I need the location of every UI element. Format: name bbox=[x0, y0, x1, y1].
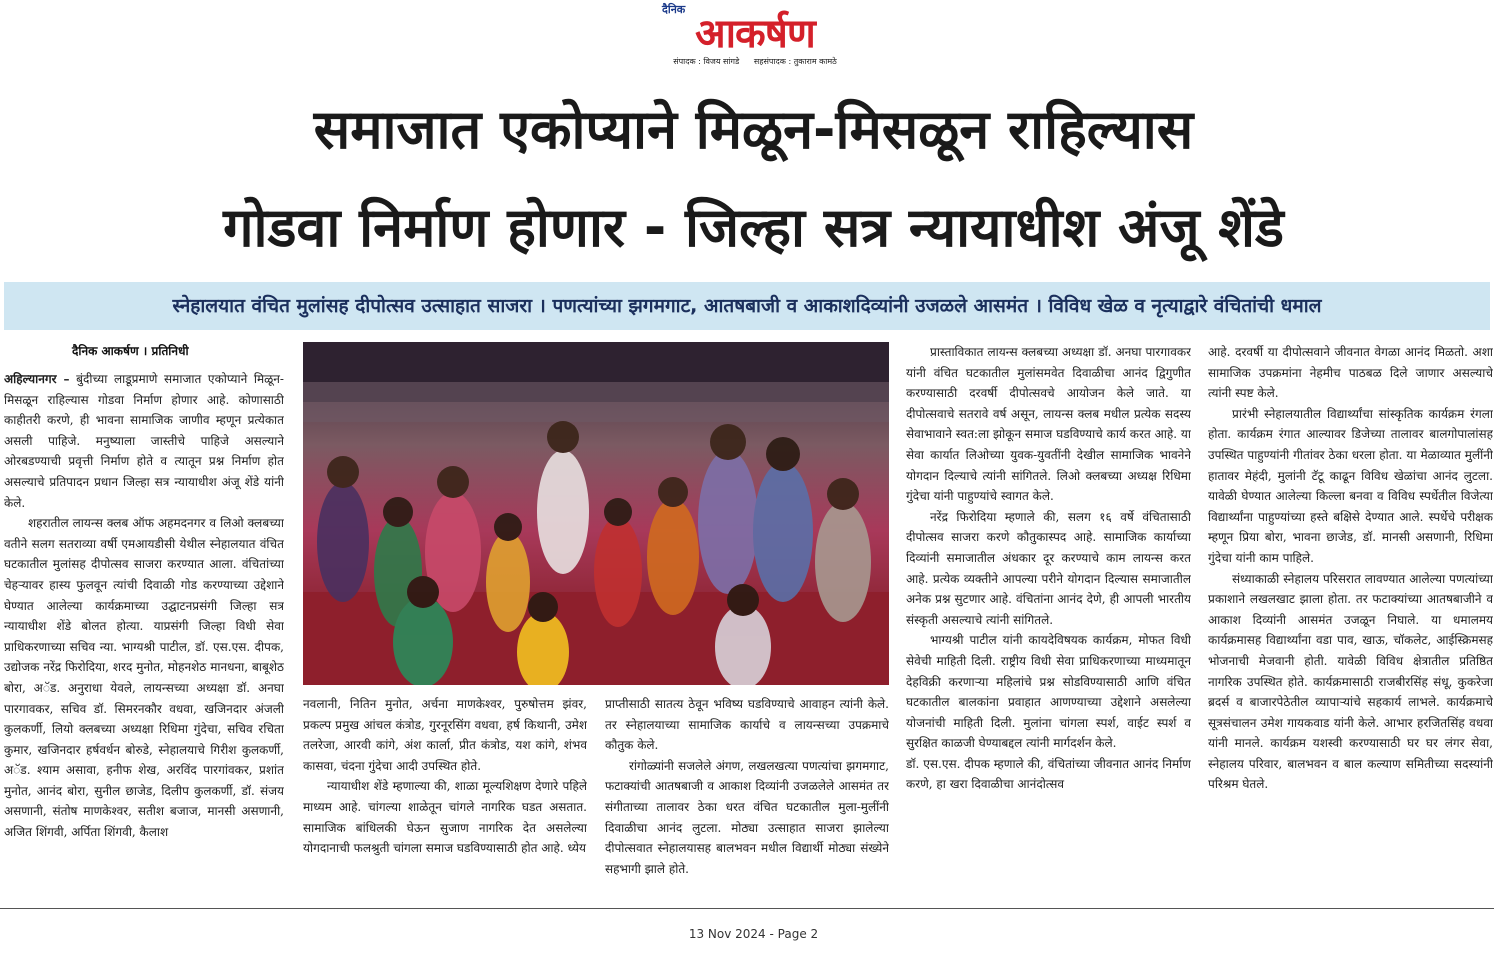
article-column-3 bbox=[605, 694, 889, 907]
article-column-2 bbox=[303, 694, 587, 907]
masthead-editors bbox=[640, 56, 870, 67]
article-paragraph: आहे. दरवर्षी या दीपोत्सवाने जीवनात वेगळा आनंद मिळतो. अशा सामाजिक उपक्रमांना नेहमीच पाठबळ दिले जाणार असल्याचे त्यांनी स्पष्ट केले. bbox=[1208, 345, 1493, 401]
dateline: अहिल्यानगर – bbox=[4, 372, 70, 386]
subheadline-bar bbox=[4, 282, 1490, 330]
article-paragraph: न्यायाधीश शेंडे म्हणाल्या की, शाळा मूल्यशिक्षण देणारे पहिले माध्यम आहे. चांगल्या शाळेतून चांगले नागरिक घडत असतात. सामाजिक बांधिलकी घेऊन सुजाण नागरिक देत असलेल्या योगदानाची फलश्रुती चांगला समाज घडविण्यासाठी होत आहे. ध्येय bbox=[303, 779, 587, 856]
article-column-4 bbox=[906, 342, 1191, 907]
co-editor-credit: सहसंपादक : तुकाराम कामठे bbox=[753, 57, 837, 66]
article-paragraph: प्राप्तीसाठी सातत्य ठेवून भविष्य घडविण्याचे आवाहन त्यांनी केले. तर स्नेहालयाच्या सामाजिक कार्याचे व लायन्सच्या उपक्रमाचे कौतुक केले. bbox=[605, 697, 889, 753]
masthead-logo: आकर्षण bbox=[695, 11, 815, 57]
lead-text: बुंदीच्या लाडूप्रमाणे समाजात एकोप्याने मिळून-मिसळून राहिल्यास गोडवा निर्माण होणार आहे. कोणासाठी काहीतरी करणे, ही भावना सामाजिक जाणीव म्हणून प्रत्येकात असली पाहिजे. मनुष्याला जास्तीचे पाहिजे असल्याने ओरबडण्याची प्रवृत्ती निर्माण होते व त्यातून प्रश्न निर्माण होत असल्याचे प्रतिपादन प्रधान जिल्हा सत्र न्यायाधीश अंजू शेंडे यांनी केले. bbox=[4, 372, 284, 510]
editor-credit: संपादक : विजय सांगडे bbox=[673, 57, 740, 66]
article-paragraph: शहरातील लायन्स क्लब ऑफ अहमदनगर व लिओ क्लबच्या वतीने सलग सतराव्या वर्षी एमआयडीसी येथील स्नेहालयात वंचित घटकातील मुलांसह दीपोत्सव साजरा करण्यात आला. वंचितांच्या चेहऱ्यावर हास्य फुलवून त्यांची दिवाळी गोड करण्याच्या उद्देशाने घेण्यात आलेल्या कार्यक्रमाच्या उद्घाटनप्रसंगी जिल्हा सत्र न्यायाधीश शेंडे बोलत होत्या. याप्रसंगी जिल्हा विधी सेवा प्राधिकरणाच्या सचिव न्या. भाग्यश्री पाटील, डॉ. एस.एस. दीपक, उद्योजक नरेंद्र फिरोदिया, शरद मुनोत, मोहनशेठ मानधना, बाबूशेठ बोरा, अॅड. अनुराधा येवले, लायन्सच्या अध्यक्षा डॉ. अनघा पारगावकर, सचिव डॉ. सिमरनकौर वधवा, खजिनदार अंजली कुलकर्णी, लियो क्लबच्या अध्यक्षा रिधिमा गुंदेचा, सचिव रचिता कुमार, खजिनदार हर्षवर्धन बोरुडे, स्नेहालयाचे गिरीश कुलकर्णी, अॅड. श्याम असावा, हनीफ शेख, अरविंद पारगांवकर, प्रशांत मुनोत, आनंद बोरा, सुनील छाजेड, दिलीप कुलकर्णी, डॉ. संजय असणानी, संतोष माणकेश्वर, सतीश बजाज, मानसी असणानी, अजित शिंगवी, अर्पिता शिंगवी, कैलाश bbox=[4, 516, 284, 840]
article-paragraph: नरेंद्र फिरोदिया म्हणाले की, सलग १६ वर्षे वंचितासाठी दीपोत्सव साजरा करणे कौतुकास्पद आहे. सामाजिक कार्याच्या दिव्यांनी समाजातील अंधकार दूर करण्याचे काम लायन्स करत आहे. प्रत्येक व्यक्तीने आपल्या परीने योगदान दिल्यास समाजातील अनेक प्रश्न सुटणार आहे. वंचितांना आनंद देणे, ही आपली भारतीय संस्कृती असल्याचे त्यांनी सांगितले. bbox=[906, 509, 1191, 627]
article-paragraph: डॉ. एस.एस. दीपक म्हणाले की, वंचितांच्या जीवनात आनंद निर्माण करणे, हा खरा दिवाळीचा आनंदोत्सव bbox=[906, 756, 1191, 792]
headline-line-1: समाजात एकोप्याने मिळून-मिसळून राहिल्यास bbox=[313, 98, 1194, 161]
article-paragraph: रांगोळ्यांनी सजलेले अंगण, लखलखत्या पणत्यांचा झगमगाट, फटाक्यांची आतषबाजी व आकाश दिव्यांनी उजळलेले आसमंत तर संगीताच्या तालावर ठेका धरत वंचित घटकातील मुला-मुलींनी दिवाळीचा आनंद लुटला. मोठ्या उत्साहात साजरा झालेल्या दीपोत्सवात स्नेहालयासह बालभवन मधील विद्यार्थी मोठ्या संख्येने सहभागी झाले होते. bbox=[605, 758, 889, 876]
headline-line-2: गोडवा निर्माण होणार - जिल्हा सत्र न्यायाधीश अंजू शेंडे bbox=[223, 196, 1284, 259]
article-paragraph: भाग्यश्री पाटील यांनी कायदेविषयक कार्यक्रम, मोफत विधी सेवेची माहिती दिली. राष्ट्रीय विधी सेवा प्राधिकरणाच्या माध्यमातून देहविक्री करणाऱ्या महिलांचे प्रश्न सोडविण्यासाठी आणि वंचित घटकातील बालकांना प्रवाहात आणण्याच्या उद्देशाने असलेल्या योजनांची माहिती दिली. मुलांना चांगला स्पर्श, वाईट स्पर्श व सुरक्षित काळजी घेण्याबद्दल त्यांनी मार्गदर्शन केले. bbox=[906, 633, 1191, 751]
article-paragraph: प्रास्ताविकात लायन्स क्लबच्या अध्यक्षा डॉ. अनघा पारगावकर यांनी वंचित घटकातील मुलांसमवेत दिवाळीचा आनंद द्विगुणीत करण्यासाठी दरवर्षी दीपोत्सवचे आयोजन केले जाते. या दीपोत्सवाचे सतरावे वर्ष असून, लायन्स क्लब मधील प्रत्येक सदस्य सेवाभावाने स्वत:ला झोकून समाज घडविण्याचे कार्य करत आहे. या सेवा कार्यात लिओच्या युवक-युवतींनी देखील सामाजिक भावनेने योगदान दिल्याचे त्यांनी सांगितले. लिओ क्लबच्या अध्यक्ष रिधिमा गुंदेचा यांनी पाहुण्यांचे स्वागत केले. bbox=[906, 345, 1191, 504]
bottom-rule bbox=[0, 908, 1494, 909]
subheadline-text: स्नेहालयात वंचित मुलांसह दीपोत्सव उत्साहात साजरा । पणत्यांच्या झगमगाट, आतषबाजी व आकाशदिव्यांनी उजळले आसमंत । विविध खेळ व नृत्याद्वारे वंचितांची धमाल bbox=[172, 295, 1322, 317]
page-footer: 13 Nov 2024 - Page 2 bbox=[688, 927, 819, 941]
event-photo bbox=[303, 342, 889, 685]
article-paragraph bbox=[4, 369, 284, 513]
byline: दैनिक आकर्षण । प्रतिनिधी bbox=[72, 344, 189, 358]
masthead-small-label: दैनिक bbox=[662, 3, 686, 16]
article-paragraph: नवलानी, नितिन मुनोत, अर्चना माणकेश्वर, पुरुषोत्तम झंवर, प्रकल्प प्रमुख आंचल कंत्रोड, गुरनूरसिंग वधवा, हर्ष किथानी, उमेश तलरेजा, आरवी कांगे, अंश कार्ला, प्रीत कंत्रोड, यश कांगे, शंभव कासवा, चंदना गुंदेचा आदी उपस्थित होते. bbox=[303, 697, 587, 773]
photo-crowd-illustration bbox=[303, 342, 889, 685]
article-paragraph: संध्याकाळी स्नेहालय परिसरात लावण्यात आलेल्या पणत्यांच्या प्रकाशाने लखलखाट झाला होता. तर फटाक्यांच्या आतषबाजीने व आकाश दिव्यांनी आसमंत उजळून निघाले. या धमालमय कार्यक्रमासह विद्यार्थ्यांना वडा पाव, खाऊ, चॉकलेट, आईस्क्रिमसह भोजनाची मेजवानी होती. यावेळी विविध क्षेत्रातील प्रतिष्ठित नागरिक उपस्थित होते. कार्यक्रमासाठी राजबीरसिंह संधू, कुकरेजा ब्रदर्स व बाजारपेठेतील व्यापाऱ्यांचे सहकार्य लाभले. कार्यक्रमाचे सूत्रसंचालन उमेश गायकवाड यांनी केले. आभार हरजितसिंह वधवा यांनी मानले. कार्यक्रम यशस्वी करण्यासाठी घर घर लंगर सेवा, स्नेहालय परिवार, बालभवन व बाल कल्याण समितीच्या सदस्यांनी परिश्रम घेतले. bbox=[1208, 571, 1493, 792]
article-column-1 bbox=[4, 369, 284, 907]
article-column-5 bbox=[1208, 342, 1493, 907]
article-paragraph: प्रारंभी स्नेहालयातील विद्यार्थ्यांचा सांस्कृतिक कार्यक्रम रंगला होता. कार्यक्रम रंगात आल्यावर डिजेच्या तालावर बालगोपालांसह उपस्थित पाहुण्यांनी गीतांवर ठेका धरला होता. या मेळाव्यात मुलींनी हातावर मेहंदी, मुलांनी टॅटू काढून विविध खेळांचा आनंद लुटला. यावेळी घेण्यात आलेल्या किल्ला बनवा व विविध स्पर्धेतील विजेत्या विद्यार्थ्यांना पाहुण्यांच्या हस्ते बक्षिसे देण्यात आले. स्पर्धेचे परीक्षक म्हणून प्रिया बोरा, भावना छाजेड, डॉ. मानसी असणानी, रिधिमा गुंदेचा यांनी काम पाहिले. bbox=[1208, 406, 1493, 565]
masthead bbox=[640, 2, 870, 68]
